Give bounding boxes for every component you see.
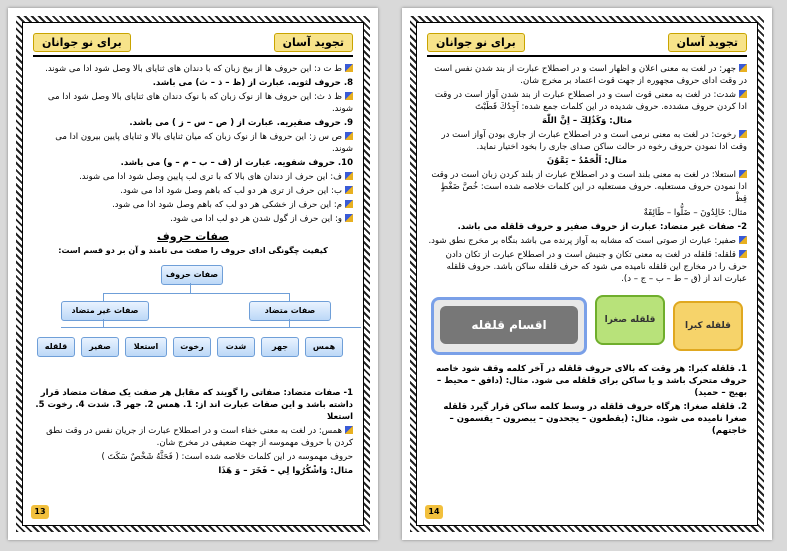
header-tag: برای نو جوانان — [427, 33, 525, 52]
box-qalqala-types — [431, 297, 587, 355]
page-inner — [416, 22, 758, 526]
text-line: صفیر: عبارت از صوتی است که مشابه به آواز پرنده می باشد بنگاه بر مخرج نطق شود. — [427, 235, 747, 247]
text-line: مثال: خَالِدُونَ – ضَلُّوا – طَائِفَةٌ — [643, 208, 747, 218]
text-line: و: این حرف از گول شدن هر دو لب ادا می شود. — [33, 213, 353, 225]
bullet-icon — [345, 214, 353, 222]
section-title: صفات حروف — [157, 230, 229, 243]
bullet-icon — [739, 236, 747, 244]
text-line: 8. حروف لثویه. عبارت از (ظ – ذ – ث) می باشد. — [152, 78, 353, 88]
text-line: م: این حرف از خشکی هر دو لب که باهم وصل شود ادا می شود. — [33, 199, 353, 211]
page-number: 13 — [31, 505, 49, 519]
header-title: تجوید آسان — [274, 33, 353, 52]
bullet-icon — [345, 64, 353, 72]
box-qalqala-sughra: قلقله صغرا — [595, 295, 665, 345]
text-line: همس: در لغت به معنی خفاء است و در اصطلاح عبارت از جریان نفس در وقت نطق کردن با حروف مهموسه از جهت ضعیفی در مخرج شان. — [46, 426, 353, 448]
bullet-icon — [739, 130, 747, 138]
bullet-icon — [345, 200, 353, 208]
box-qalqala-kubra: قلقله کبرا — [673, 301, 743, 351]
text-line: رخوت: در لغت به معنی نرمی است و در اصطلاح عبارت از جاری بودن آواز است در وقت ادا نمودن حروف رخوه در حالت ساکن صدای جاری را بخود اختیار نماید. — [441, 130, 747, 152]
bullet-icon — [345, 186, 353, 194]
text-line: شدت: در لغت به معنی قوت است و در اصطلاح عبارت از بند شدن آواز است در وقت ادا کردن حروف مشدده. حروف شدیده در این کلمات جمع شده: اَجِدُكَ قَطَبْتَ — [434, 90, 747, 112]
section-subtitle: کیفیت چگونگی ادای حروف را صفت می نامند و آن بر دو قسم است: — [58, 246, 328, 255]
text-line: ظ ذ ث: این حروف ها از نوک زبان که با نوک دندان های ثنایای بالا وصل شود ادا می شوند. — [47, 92, 353, 114]
qalqala-boxes — [427, 293, 747, 363]
bullet-icon — [345, 92, 353, 100]
header-tag: برای نو جوانان — [33, 33, 131, 52]
text-line: ص س ز: این حروف ها از نوک زبان که میان ثنایای بالا و ثنایای پایین بیرون ادا می شوند. — [55, 132, 353, 154]
diagram-leaf: صفیر — [81, 337, 119, 357]
text-line: استعلا: در لغت به معنی بلند است و در اصطلاح عبارت از بلند کردن زبان است در وقت ادا نمودن حروف مستعلیه. حروف مستعلیه در این کلمات خلاصه شده است: خُصَّ ضَغْطٍ قِظْ — [431, 170, 747, 204]
page-header — [33, 29, 353, 57]
text-line: 2. قلقله صغرا: هرگاه حروف قلقله در وسط کلمه ساکن قرار گیرد قلقله صغرا نامیده می شود. مثال: (یقطعون – یجحدون – یبصرون – یقسمون – خاجتهم) — [443, 402, 747, 436]
page-number: 14 — [425, 505, 443, 519]
text-line: قلقله: قلقله در لغت به معنی تکان و جنبش است و در اصطلاح عبارت از تکان دادن حرف را در مخارج این قلقله نامیده می شود که حرف قلقله ساکن باشد. حروف قلقله عبارت اند از (ق – ط – ب – ج – د). — [445, 250, 747, 284]
bullet-icon — [345, 426, 353, 434]
page-13 — [8, 8, 378, 540]
diagram-leaf: قلقله — [37, 337, 75, 357]
bullet-icon — [345, 172, 353, 180]
page-content — [427, 63, 747, 439]
text-line: مثال: اَلْحَمْدُ – يَمَّوُنَ — [546, 156, 628, 166]
header-title: تجوید آسان — [668, 33, 747, 52]
page-inner — [22, 22, 364, 526]
diagram-leaf: شدت — [217, 337, 255, 357]
box-qalqala-types-label: اقسام قلقله — [440, 306, 578, 344]
page-content — [33, 63, 353, 479]
page-14 — [402, 8, 772, 540]
text-line: ف: این حرف از دندان های بالا که با تری لب پایین وصل شود ادا می شوند. — [33, 171, 353, 183]
text-line: 1. قلقله کبرا: هر وقت که بالای حروف قلقله در آخر کلمه وقف شود خاصه حروف متحرک باشد و یا ساکن برای قلقله می شود. مثال: (دافق – محیط – بهیج – حمید) — [436, 364, 747, 398]
text-line: مثال: وَاشْكُرُوا لِي – فَخَرَ – وَ هَذَا — [218, 466, 353, 476]
page-border — [16, 16, 370, 532]
diagram-root: صفات حروف — [161, 265, 223, 285]
bullet-icon — [739, 170, 747, 178]
attributes-diagram — [33, 263, 353, 383]
diagram-leaf: همس — [305, 337, 343, 357]
diagram-leaf: رخوت — [173, 337, 211, 357]
page-border — [410, 16, 764, 532]
diagram-leaf: جهر — [261, 337, 299, 357]
bullet-icon — [345, 132, 353, 140]
bullet-icon — [739, 250, 747, 258]
diagram-leaf: استعلا — [125, 337, 167, 357]
text-line: جهر: در لغت به معنی اعلان و اظهار است و در اصطلاح عبارت از بند شدن نفس است در وقت ادای حروف مجهوره از جهت قوت اعتماد بر مخرج شان. — [434, 64, 747, 86]
text-line: حروف مهموسه در این کلمات خلاصه شده است: ( فَحَثَّهُ شَخْصٌ سَكَتَ ) — [101, 452, 353, 462]
diagram-right-branch: صفات متضاد — [249, 301, 331, 321]
text-line: 9. حروف صفیریه. عبارت از ( ص – س – ز ) می باشد. — [129, 118, 353, 128]
text-line: 2- صفات غیر متضاد: عبارت از حروف صفیر و حروف قلقله می باشد. — [457, 222, 747, 232]
diagram-left-branch: صفات غیر متضاد — [61, 301, 149, 321]
bullet-icon — [739, 64, 747, 72]
page-header — [427, 29, 747, 57]
bullet-icon — [739, 90, 747, 98]
text-line: 10. حروف شفویه. عبارت از (ف – ب – م – و) می باشد. — [120, 158, 353, 168]
text-line: ب: این حرف از تری هر دو لب که باهم وصل شود ادا می شود. — [33, 185, 353, 197]
text-line: 1- صفات متضاد: صفاتی را گویند که مقابل هر صفت یک صفات متضاد قرار داشته باشد و این صفات عبارت اند از: 1. همس 2. جهر 3. شدت 4. رخوت 5. استعلا — [35, 388, 353, 422]
text-line: ط ت د: این حروف ها از بیخ زبان که با دندان های ثنایای بالا وصل شود ادا می شوند. — [33, 63, 353, 75]
text-line: مثال: وَكَذَٰلِكَ – اِنَّ اللّٰهَ — [542, 116, 632, 126]
